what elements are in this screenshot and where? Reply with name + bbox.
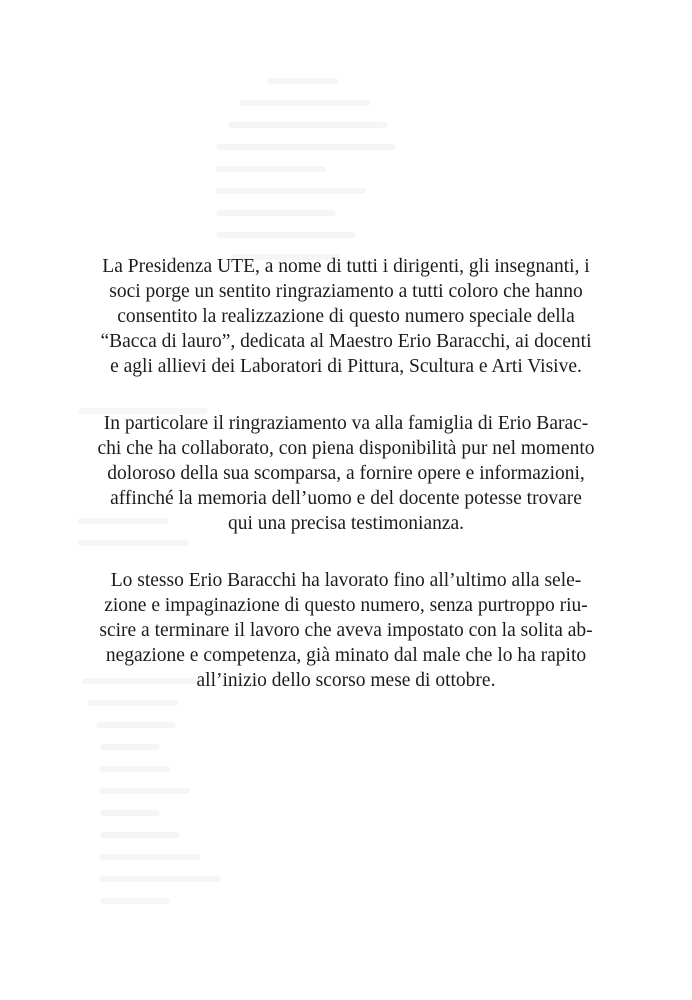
text-line: affinché la memoria dell’uomo e del docente potesse trovare [110, 488, 582, 509]
text-line: e agli allievi dei Laboratori di Pittura, Scultura e Arti Visive. [110, 356, 582, 377]
paragraph-family [50, 411, 642, 536]
text-line: qui una precisa testimonianza. [227, 513, 465, 534]
paragraph-thanks [50, 254, 642, 379]
text-line: doloroso della sua scomparsa, a fornire opere e informazioni, [107, 463, 585, 484]
text-line: In particolare il ringraziamento va alla famiglia di Erio Barac- [103, 413, 589, 434]
text-line: scire a terminare il lavoro che aveva impostato con la solita ab- [99, 620, 593, 641]
text-line: soci porge un sentito ringraziamento a tutti coloro che hanno [109, 281, 583, 302]
text-line: all’inizio dello scorso mese di ottobre. [196, 670, 496, 691]
text-line: negazione e competenza, già minato dal male che lo ha rapito [105, 645, 587, 666]
text-line: consentito la realizzazione di questo numero speciale della [117, 306, 575, 327]
text-line: La Presidenza UTE, a nome di tutti i dirigenti, gli insegnanti, i [102, 256, 590, 277]
text-line: Lo stesso Erio Baracchi ha lavorato fino all’ultimo alla sele- [110, 570, 582, 591]
text-line: chi che ha collaborato, con piena disponibilità pur nel momento [97, 438, 595, 459]
acknowledgement-text [50, 254, 642, 725]
text-line: “Bacca di lauro”, dedicata al Maestro Erio Baracchi, ai docenti [100, 331, 592, 352]
paragraph-work [50, 568, 642, 693]
text-line: zione e impaginazione di questo numero, senza purtroppo riu- [104, 595, 588, 616]
